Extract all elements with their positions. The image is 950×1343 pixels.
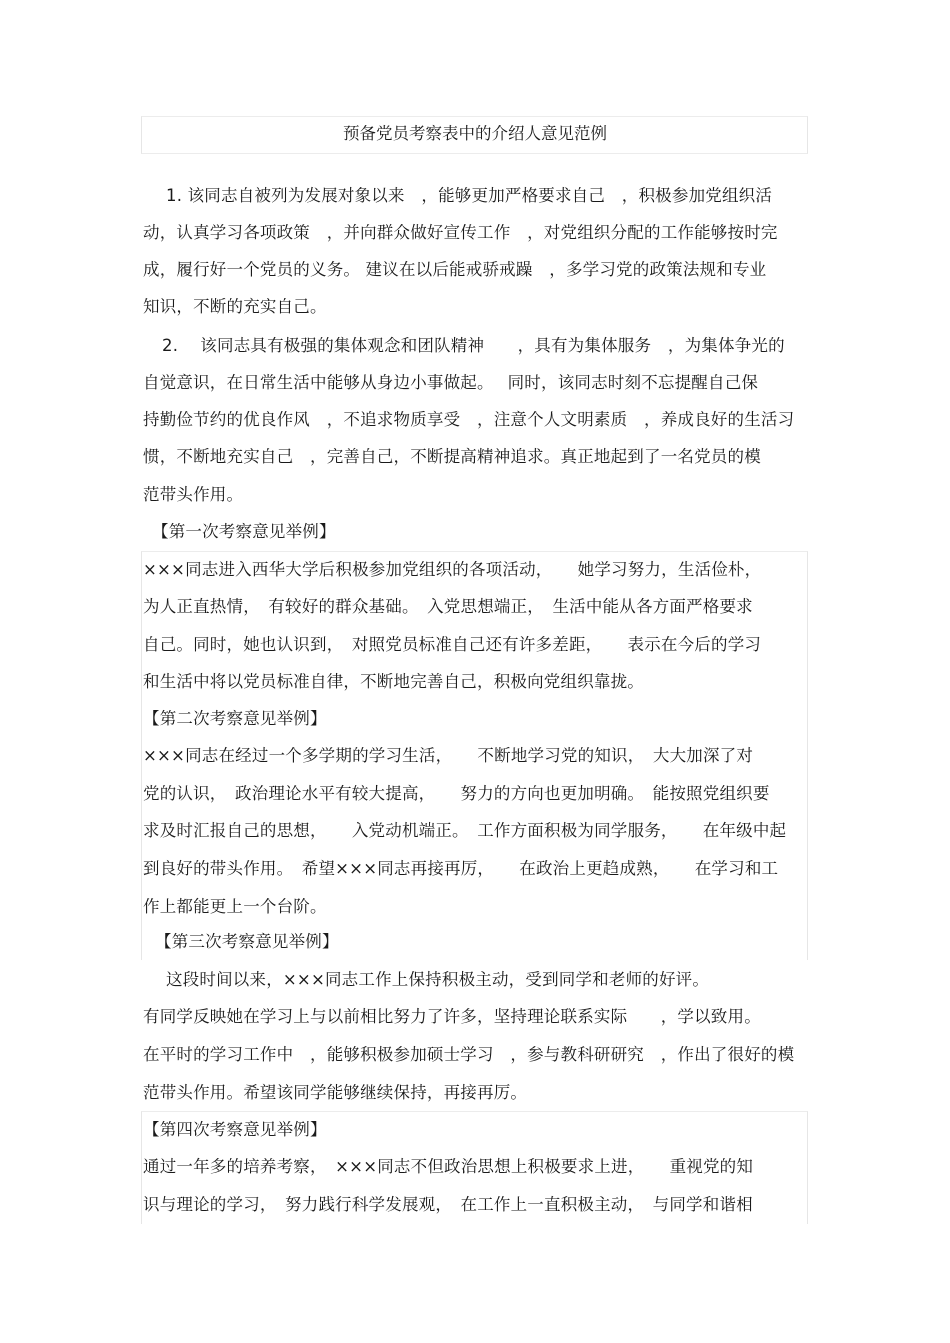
paragraph-line: 通过一年多的培养考察， ×××同志不但政治思想上积极要求上进， 重视党的知 (143, 1157, 754, 1176)
paragraph-line: 和生活中将以党员标准自律，不断地完善自己，积极向党组织靠拢。 (143, 672, 644, 691)
page-title: 预备党员考察表中的介绍人意见范例 (343, 124, 607, 143)
paragraph-line: 识与理论的学习， 努力践行科学发展观， 在工作上一直积极主动， 与同学和谐相 (143, 1195, 753, 1214)
section-heading-4: 【第四次考察意见举例】 (143, 1120, 327, 1139)
section-heading-1: 【第一次考察意见举例】 (152, 522, 336, 541)
paragraph-line: 作上都能更上一个台阶。 (143, 897, 327, 916)
paragraph-line: 这段时间以来，×××同志工作上保持积极主动，受到同学和老师的好评。 (166, 970, 710, 989)
paragraph-line: 自觉意识，在日常生活中能够从身边小事做起。 同时，该同志时刻不忘提醒自己保 (143, 373, 759, 392)
paragraph-line: 党的认识， 政治理论水平有较大提高， 努力的方向也更加明确。 能按照党组织要 (143, 784, 770, 803)
paragraph-line: ×××同志在经过一个多学期的学习生活， 不断地学习党的知识， 大大加深了对 (143, 746, 754, 765)
paragraph-line: 2. 该同志具有极强的集体观念和团队精神 ，具有为集体服务 ，为集体争光的 (162, 336, 785, 355)
paragraph-line: 到良好的带头作用。 希望×××同志再接再厉， 在政治上更趋成熟， 在学习和工 (143, 859, 779, 878)
paragraph-line: 惯，不断地充实自己 ，完善自己，不断提高精神追求。真正地起到了一名党员的模 (143, 447, 761, 466)
paragraph-line: 动，认真学习各项政策 ，并向群众做好宣传工作 ，对党组织分配的工作能够按时完 (143, 223, 778, 242)
paragraph-line: 范带头作用。希望该同学能够继续保持，再接再厉。 (143, 1083, 528, 1102)
section-heading-2: 【第二次考察意见举例】 (143, 709, 327, 728)
section-heading-3: 【第三次考察意见举例】 (155, 932, 339, 951)
paragraph-line: 有同学反映她在学习上与以前相比努力了许多，坚持理论联系实际 ，学以致用。 (143, 1007, 761, 1026)
paragraph-line: 知识，不断的充实自己。 (143, 297, 327, 316)
paragraph-line: 成，履行好一个党员的义务。 建议在以后能戒骄戒躁 ，多学习党的政策法规和专业 (143, 260, 767, 279)
paragraph-line: 在平时的学习工作中 ，能够积极参加硕士学习 ，参与教科研研究 ，作出了很好的模 (143, 1045, 795, 1064)
paragraph-line: 持勤俭节约的优良作风 ，不追求物质享受 ，注意个人文明素质 ，养成良好的生活习 (143, 410, 795, 429)
paragraph-line: 求及时汇报自己的思想， 入党动机端正。 工作方面积极为同学服务， 在年级中起 (143, 821, 787, 840)
paragraph-line: 范带头作用。 (143, 485, 244, 504)
paragraph-line: ×××同志进入西华大学后积极参加党组织的各项活动， 她学习努力，生活俭朴， (143, 560, 762, 579)
paragraph-line: 自己。同时，她也认识到， 对照党员标准自己还有许多差距， 表示在今后的学习 (143, 635, 762, 654)
paragraph-line: 1. 该同志自被列为发展对象以来 ，能够更加严格要求自己 ，积极参加党组织活 (166, 186, 773, 205)
paragraph-line: 为人正直热情， 有较好的群众基础。 入党思想端正， 生活中能从各方面严格要求 (143, 597, 753, 616)
